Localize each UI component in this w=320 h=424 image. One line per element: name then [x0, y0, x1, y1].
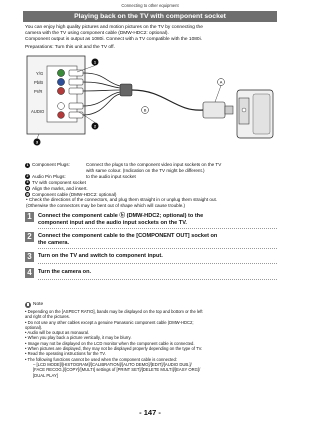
- preparations-text: Preparations: Turn this unit and the TV off.: [25, 45, 115, 50]
- legend-check: • Check the directions of the connectors, and plug them straight in or unplug them straight out.: [26, 197, 218, 203]
- page-number: - 147 -: [139, 408, 161, 417]
- plug: [69, 112, 83, 118]
- plug: [69, 70, 83, 76]
- note-title: [25, 302, 277, 308]
- step-4: [25, 268, 277, 278]
- note-subitem: – [LCD MODE]/[HISTOGRAM]/[CALIBRATION]/[AUTO DEMO]/[EDIT]/[AUDIO DUB.]/: [33, 361, 192, 367]
- callout-1: 1: [93, 59, 97, 65]
- intro-line: You can enjoy high quality pictures and motion pictures on the TV by connecting the: [25, 25, 203, 30]
- label-pr-r: Pr/R: [34, 89, 43, 94]
- tv-socket-red: [57, 87, 64, 94]
- legend-term: Audio Pin Plugs:: [32, 173, 66, 179]
- tv-socket-green: [57, 69, 64, 76]
- legend-desc: Align the marks, and insert.: [32, 185, 88, 191]
- tv-socket-audio-l: [58, 103, 65, 110]
- step-line: the camera.: [38, 239, 70, 246]
- number-icon: 2: [26, 174, 29, 179]
- connector-tip: [225, 106, 233, 114]
- step-number: 2: [25, 232, 34, 242]
- step-line: component input and the audio input sockets on the TV.: [38, 219, 187, 226]
- legend-desc: Component cable (DMW-HDC2: optional): [32, 191, 117, 197]
- note-item: and right of the pictures.: [25, 314, 70, 320]
- label-y-g: Y/G: [36, 71, 44, 76]
- note-item: • The following functions cannot be used when the component cable is connected:: [25, 356, 178, 362]
- step-line: Turn on the TV and switch to component input.: [38, 252, 163, 259]
- intro-line: camera with the TV using component cable (DMW-HDC2: optional).: [25, 31, 169, 37]
- legend-term: Component Plugs:: [32, 162, 70, 167]
- plug: [69, 88, 83, 94]
- note-item: • Audio will be output as monaural.: [25, 330, 90, 336]
- legend-desc-line: with same colour. (Indication on the TV might be different.): [86, 167, 205, 173]
- number-icon: 3: [26, 180, 29, 185]
- note-icon: [25, 302, 31, 308]
- plug: [69, 103, 83, 109]
- legend-desc: [86, 162, 277, 174]
- callout-2: 2: [93, 123, 97, 129]
- tv-socket-audio-r: [58, 112, 65, 119]
- step-line: Connect the component cable ⓑ (DMW-HDC2; optional) to the: [38, 212, 204, 219]
- legend-term: TV with component socket: [32, 179, 86, 185]
- note-title-text: Note: [33, 302, 44, 308]
- step-1: [25, 212, 277, 227]
- intro-line: Component output is output as 1080i. Connect with a TV compatible with the 1080i.: [25, 37, 202, 43]
- step-3: [25, 252, 277, 262]
- letter-icon: B: [26, 192, 29, 197]
- step-line: Connect the component cable to the [COMPONENT OUT] socket on: [38, 232, 218, 239]
- connector-plug: [203, 102, 225, 118]
- cable: [83, 82, 120, 88]
- legend-desc-line: Connect the plugs to the component video input sockets on the TV: [86, 162, 222, 167]
- camera-socket: [242, 108, 246, 112]
- cable: [83, 90, 120, 91]
- step-number: 3: [25, 252, 34, 262]
- step-text: [38, 212, 203, 227]
- note-item: • Depending on the [ASPECT RATIO], bands may be displayed on the top and bottom or the left: [25, 309, 203, 314]
- step-line: Turn the camera on.: [38, 268, 92, 275]
- label-audio: AUDIO: [31, 109, 45, 114]
- step-number: 4: [25, 268, 34, 278]
- step-text: [38, 268, 91, 276]
- page-header: Connecting to other equipment: [121, 3, 179, 8]
- intro-text: [25, 25, 277, 44]
- note-item: • Image may not be displayed on the LCD monitor when the component cable is connected.: [25, 340, 195, 346]
- note-subitem: [DUAL PLAY]: [33, 372, 58, 378]
- step-2: [25, 232, 277, 247]
- plug: [69, 79, 83, 85]
- legend-row: [25, 162, 277, 174]
- camera-grip: [253, 94, 270, 134]
- tv-socket-blue: [57, 78, 64, 85]
- note-item: • When pictures are displayed, they may not be displayed properly depending on the type of TV.: [25, 346, 203, 352]
- note-subitem: [FACE RECOG.]/[COPY]/[MULTI] settings of [PRINT SET]/[DELETE MULTI]/[EASY ORG]/: [33, 367, 201, 373]
- callout-3: 3: [35, 139, 39, 145]
- note-section: [25, 302, 277, 378]
- connection-diagram: [25, 52, 277, 162]
- cable-junction: [120, 84, 132, 96]
- callout-a: A: [219, 79, 223, 85]
- label-pb-b: Pb/B: [34, 80, 44, 85]
- step-text: [38, 252, 163, 260]
- diagram-legend: [25, 162, 277, 209]
- number-icon: 1: [26, 162, 29, 167]
- note-item: • Read the operating instructions for the TV.: [25, 351, 106, 357]
- callout-b: B: [143, 107, 147, 113]
- note-item: • Do not use any other cables except a genuine Panasonic component cable (DMW-HDC2;: [25, 319, 194, 325]
- note-item: • When you play back a picture vertically, it may be blurry.: [25, 335, 132, 341]
- legend-desc: to the audio input socket: [86, 173, 136, 179]
- cable: [83, 92, 120, 106]
- legend-check: (Otherwise the connectors may be bent out of shape which will cause trouble.): [26, 203, 186, 209]
- cable: [83, 94, 120, 115]
- step-text: [38, 232, 217, 247]
- section-banner: Playing back on the TV with component socket: [23, 11, 277, 22]
- letter-icon: A: [26, 186, 29, 191]
- step-number: 1: [25, 212, 34, 222]
- note-item: optional).: [25, 324, 43, 330]
